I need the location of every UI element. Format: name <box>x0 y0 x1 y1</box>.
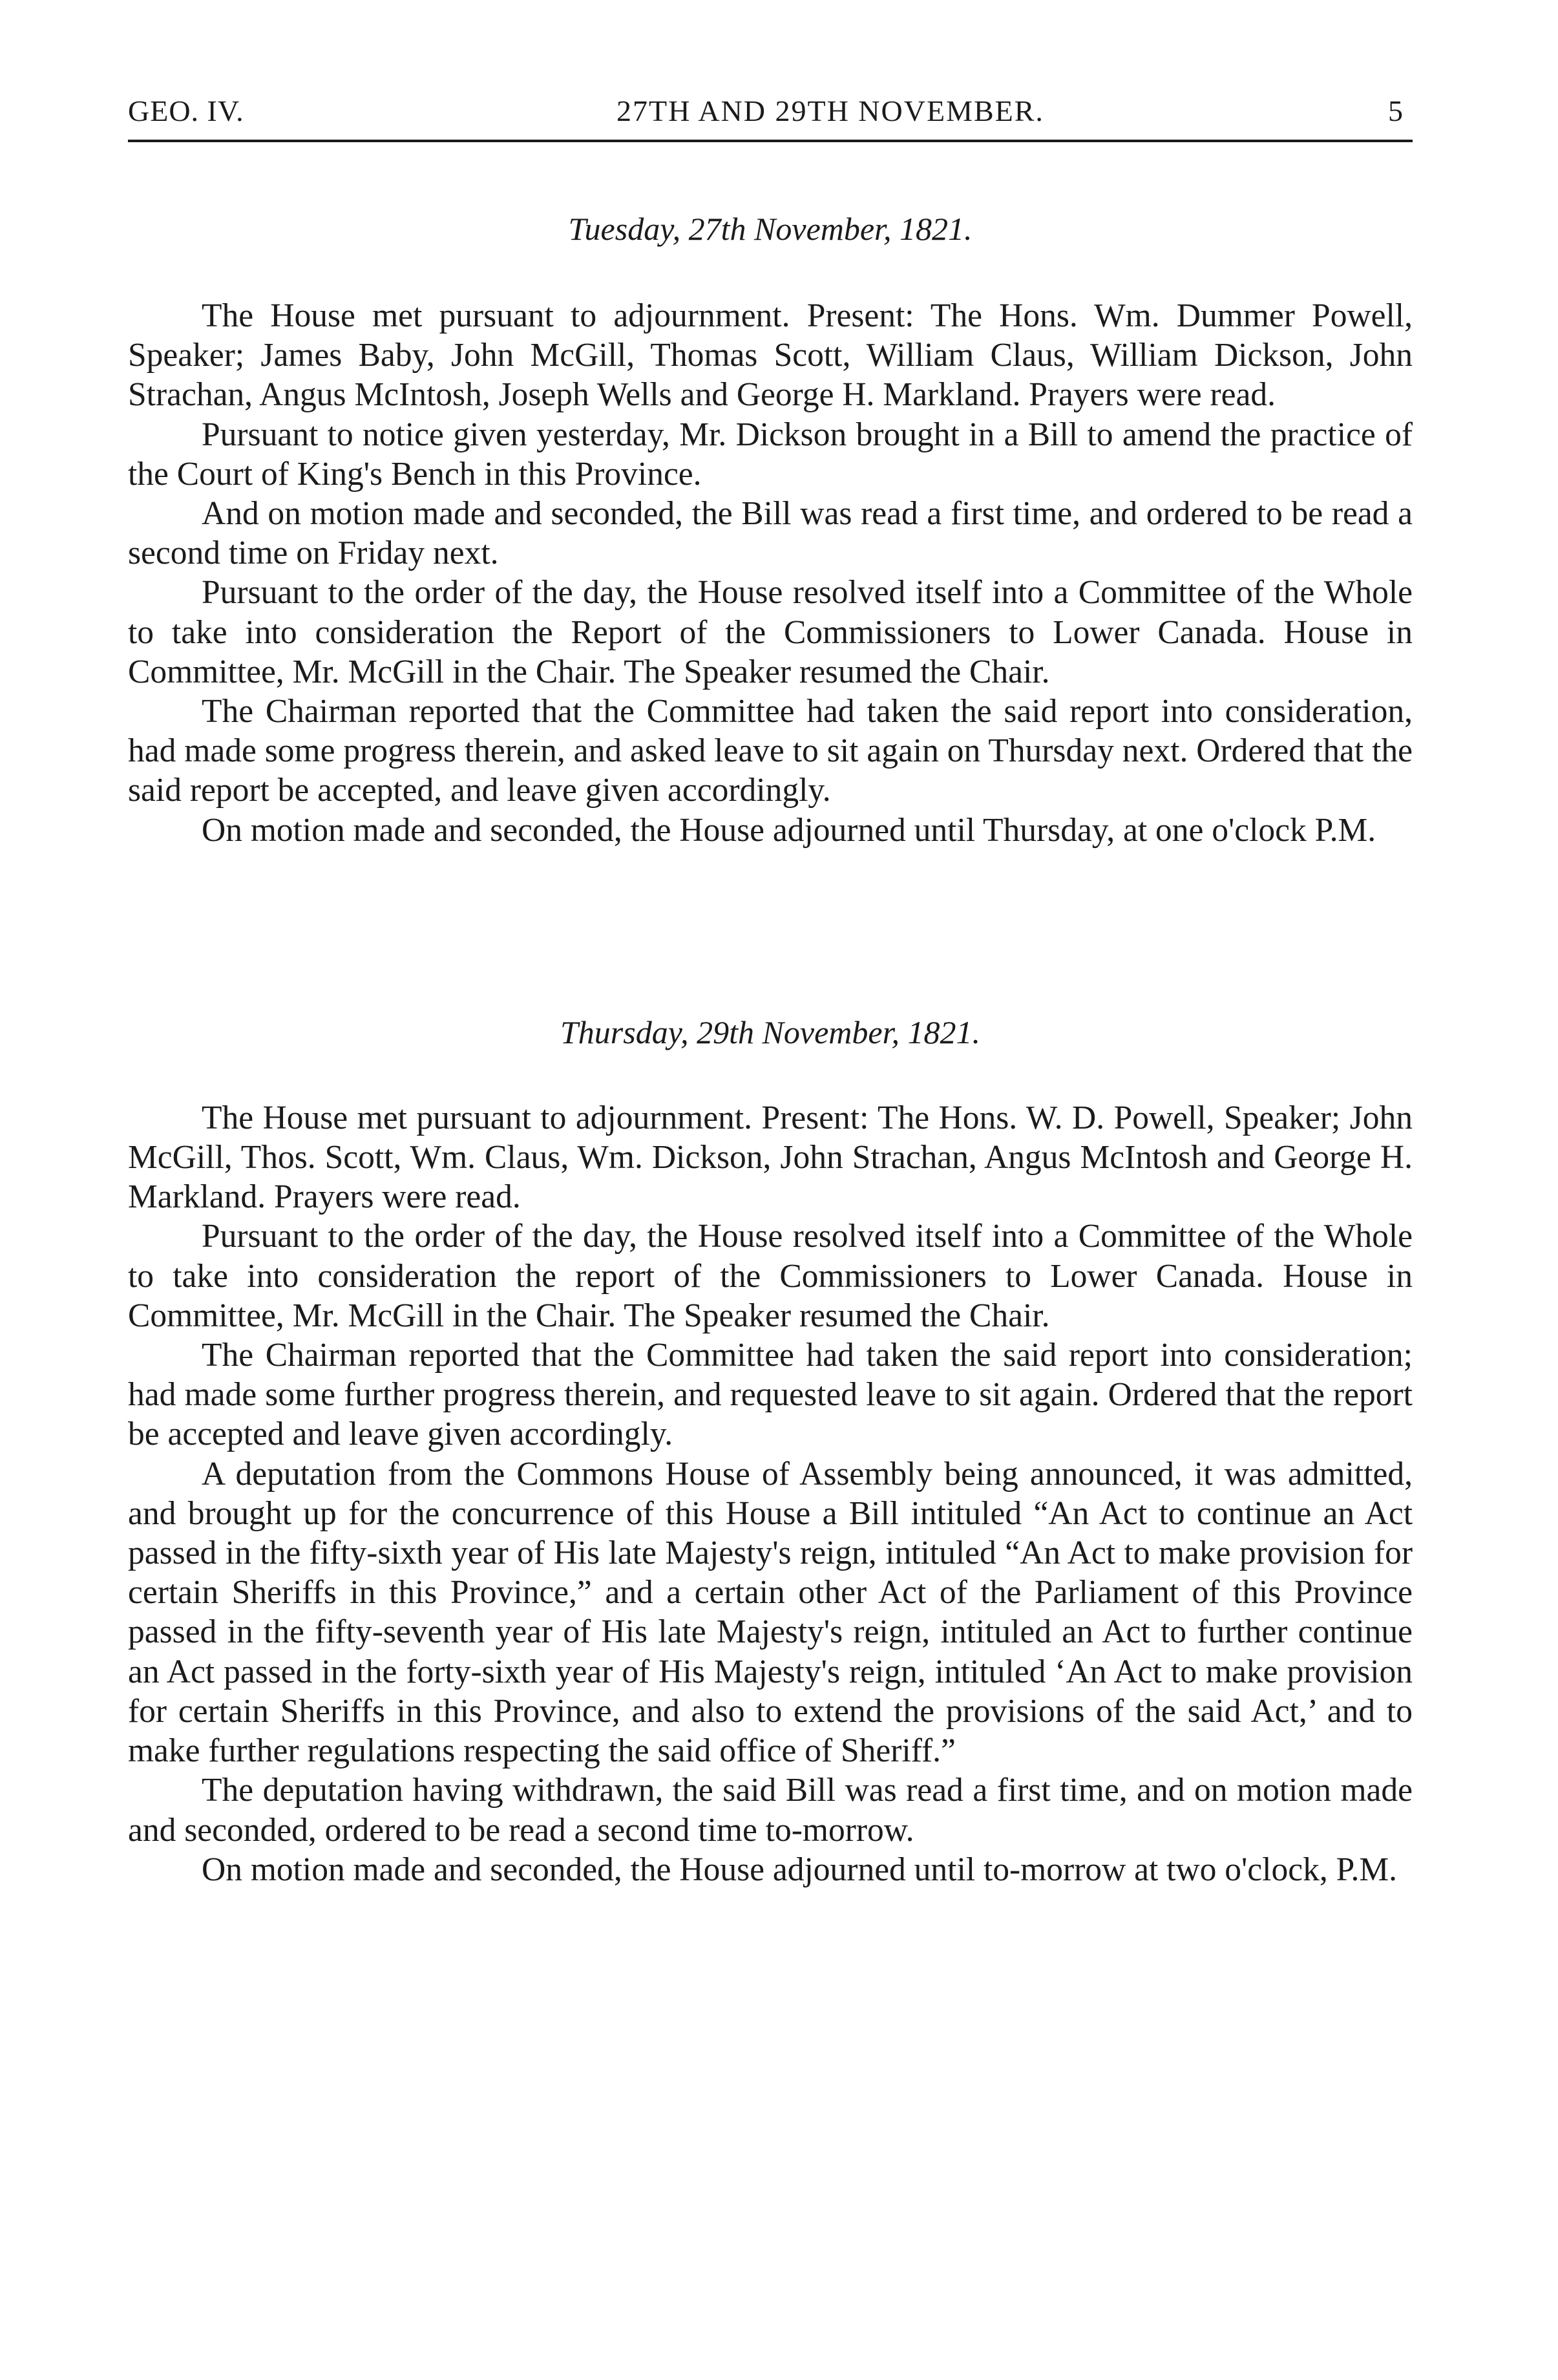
paragraph-first-reading: The deputation having withdrawn, the said Bill was read a first time, and on motion made and seconded, ordered to be read a second time to-morrow. <box>128 1772 1413 1849</box>
paragraph-adjournment: On motion made and seconded, the House adjourned until Thursday, at one o'clock P.M. <box>202 811 1376 849</box>
page-title: 27TH AND 29TH NOVEMBER. <box>616 94 1044 127</box>
paragraph-bill-introduced: Pursuant to notice given yesterday, Mr. Dickson brought in a Bill to amend the practice of the Court of King's Bench in this Province. <box>128 416 1413 493</box>
entry-date-heading: Thursday, 29th November, 1821. <box>560 1014 980 1050</box>
paragraph-chairman-report: The Chairman reported that the Committee had taken the said report into consideration; had made some further progress therein, and requested leave to sit again. Ordered that the report be accepted and leave given accordingly. <box>128 1337 1413 1453</box>
paragraph-committee: Pursuant to the order of the day, the House resolved itself into a Committee of the Whole to take into consideration the Report of the Commissioners to Lower Canada. House in Committee, Mr. McGill in the Chair. The Speaker resumed the Chair. <box>128 574 1413 690</box>
reign-label: GEO. IV. <box>128 94 244 127</box>
paragraph-deputation: A deputation from the Commons House of Assembly being announced, it was admitted, and brought up for the concurrence of this House a Bill intituled “An Act to continue an Act passed in the fifty-sixth year of His late Majesty's reign, intituled “An Act to make provision for certain Sheriffs in this Province,” and a certain other Act of the Parliament of this Province passed in the fifty-seventh year of His late Majesty's reign, intituled an Act to further continue an Act passed in the forty-sixth year of His Majesty's reign, intituled ‘An Act to make provision for certain Sheriffs in this Province, and also to extend the provisions of the said Act,’ and to make further regulations respecting the said office of Sheriff.” <box>128 1455 1413 1770</box>
journal-entry-thursday <box>128 1013 1413 1889</box>
running-header <box>128 83 1413 128</box>
journal-entry-tuesday <box>128 209 1413 850</box>
page-number: 5 <box>1388 94 1404 127</box>
header-rule <box>128 140 1413 142</box>
document-page <box>128 83 1413 1889</box>
paragraph-attendance: The House met pursuant to adjournment. Present: The Hons. Wm. Dummer Powell, Speaker; James Baby, John McGill, Thomas Scott, William Claus, William Dickson, John Strachan, Angus McIntosh, Joseph Wells and George H. Markland. Prayers were read. <box>128 297 1413 414</box>
entry-date-heading: Tuesday, 27th November, 1821. <box>568 211 973 247</box>
paragraph-first-reading: And on motion made and seconded, the Bill was read a first time, and ordered to be read a second time on Friday next. <box>128 495 1413 572</box>
paragraph-committee: Pursuant to the order of the day, the House resolved itself into a Committee of the Whole to take into consideration the report of the Commissioners to Lower Canada. House in Committee, Mr. McGill in the Chair. The Speaker resumed the Chair. <box>128 1218 1413 1334</box>
paragraph-adjournment: On motion made and seconded, the House adjourned until to-morrow at two o'clock, P.M. <box>202 1851 1398 1888</box>
paragraph-chairman-report: The Chairman reported that the Committee had taken the said report into consideration, had made some progress therein, and asked leave to sit again on Thursday next. Ordered that the said report be accepted, and leave given accordingly. <box>128 693 1413 809</box>
paragraph-attendance: The House met pursuant to adjournment. Present: The Hons. W. D. Powell, Speaker; John McGill, Thos. Scott, Wm. Claus, Wm. Dickson, John Strachan, Angus McIntosh and George H. Markland. Prayers were read. <box>128 1099 1413 1216</box>
